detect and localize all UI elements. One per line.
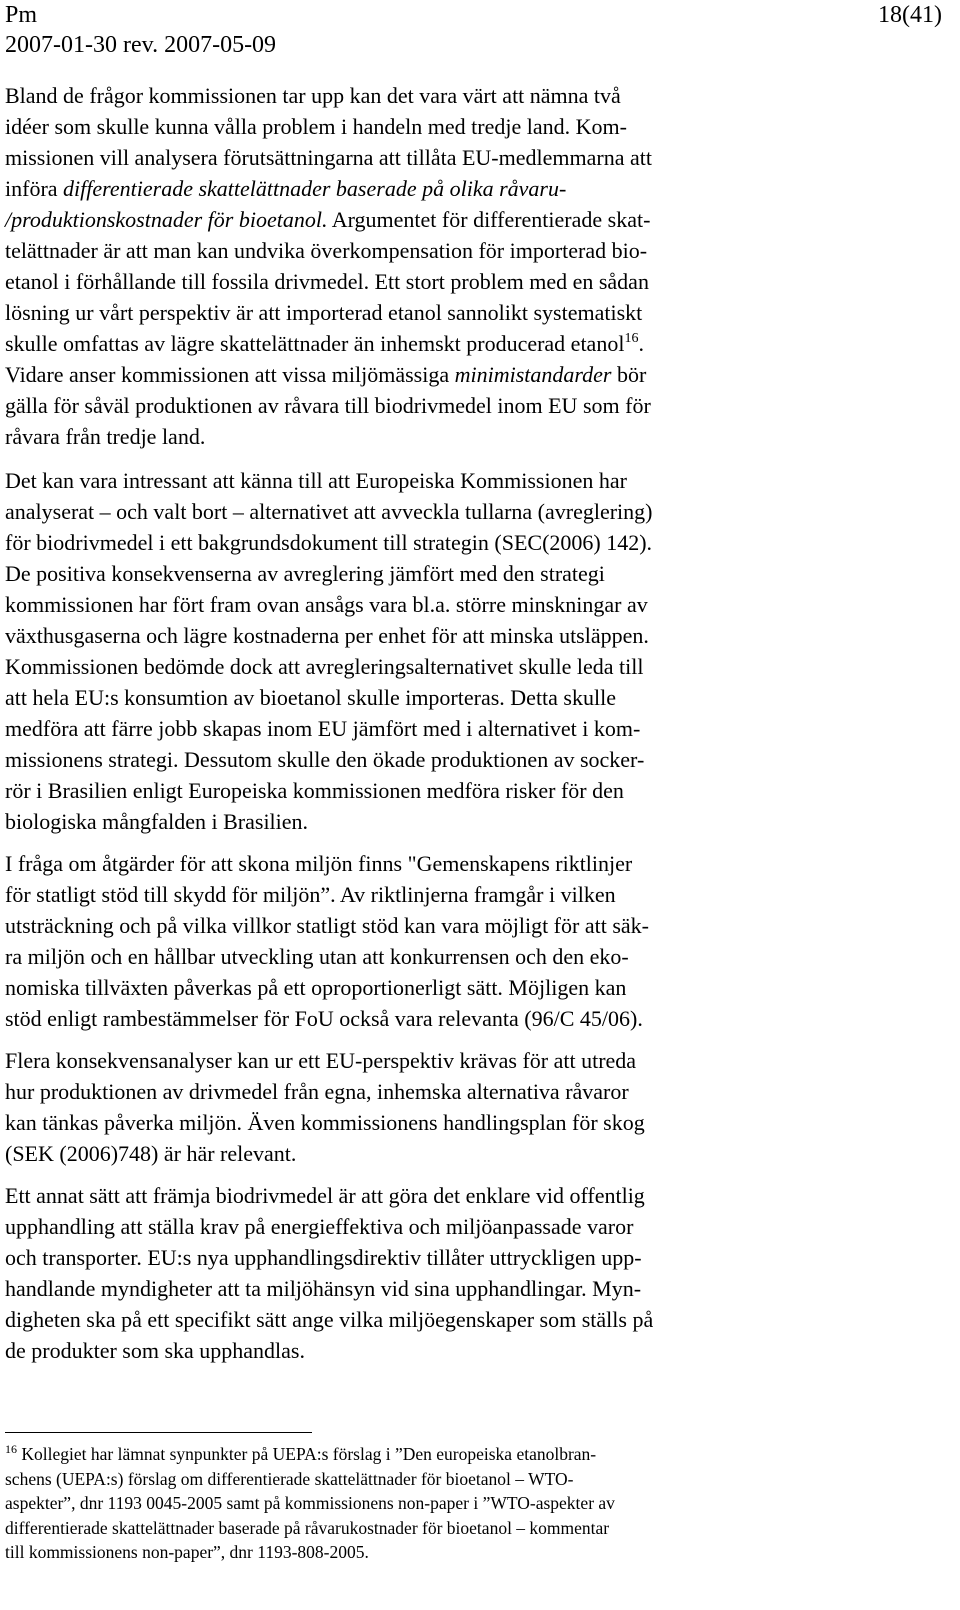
- text-line: för biodrivmedel i ett bakgrundsdokument till strategin (SEC(2006) 142).: [5, 530, 653, 555]
- text-line: växthusgaserna och lägre kostnaderna per enhet för att minska utsläppen.: [5, 623, 649, 648]
- text-line: missionens strategi. Dessutom skulle den ökade produktionen av socker-: [5, 747, 645, 772]
- page-header: [5, 0, 942, 60]
- footnote-separator: [5, 1432, 312, 1433]
- body-text: [5, 80, 935, 1377]
- footnote-marker: 16: [5, 1442, 17, 1456]
- text-line: hur produktionen av drivmedel från egna, inhemska alternativa råvaror: [5, 1079, 629, 1104]
- text-line: (SEK (2006)748) är här relevant.: [5, 1141, 297, 1166]
- text-line: nomiska tillväxten påverkas på ett oproportionerligt sätt. Möjligen kan: [5, 975, 627, 1000]
- text-line: Ett annat sätt att främja biodrivmedel är att göra det enklare vid offentlig: [5, 1183, 645, 1208]
- text-line: telättnader är att man kan undvika överkompensation för importerad bio-: [5, 238, 648, 263]
- text-line: De positiva konsekvenserna av avreglering jämfört med den strategi: [5, 561, 605, 586]
- footnote-line: differentierade skattelättnader baserade på råvarukostnader för bioetanol – kommentar: [5, 1517, 610, 1538]
- text-line: Det kan vara intressant att känna till att Europeiska Kommissionen har: [5, 468, 627, 493]
- footnote-reference[interactable]: 16: [624, 331, 639, 346]
- text-line: de produkter som ska upphandlas.: [5, 1338, 305, 1363]
- text-line: lösning ur vårt perspektiv är att importerad etanol sannolikt systematiskt: [5, 300, 643, 325]
- text-line: Bland de frågor kommissionen tar upp kan det vara värt att nämna två: [5, 83, 621, 108]
- text-line: etanol i förhållande till fossila drivmedel. Ett stort problem med en sådan: [5, 269, 649, 294]
- text-line: I fråga om åtgärder för att skona miljön finns "Gemenskapens riktlinjer: [5, 851, 633, 876]
- text-line: och transporter. EU:s nya upphandlingsdirektiv tillåter uttryckligen upp-: [5, 1245, 642, 1270]
- paragraph-2: [5, 465, 935, 837]
- paragraph-1: [5, 80, 935, 452]
- text-line: handlande myndigheter att ta miljöhänsyn vid sina upphandlingar. Myn-: [5, 1276, 642, 1301]
- text-line: idéer som skulle kunna vålla problem i handeln med tredje land. Kom-: [5, 114, 627, 139]
- text-line: medföra att färre jobb skapas inom EU jämfört med i alternativet i kom-: [5, 716, 641, 741]
- text-run: Kollegiet har lämnat synpunkter på UEPA:s förslag i ”Den europeiska etanolbran-: [17, 1444, 597, 1464]
- text-line: utsträckning och på vilka villkor statligt stöd kan vara möjligt för att säk-: [5, 913, 649, 938]
- text-line: Flera konsekvensanalyser kan ur ett EU-perspektiv krävas för att utreda: [5, 1048, 637, 1073]
- emphasis-text: differentierade skattelättnader baserade på olika råvaru-: [63, 176, 567, 201]
- footnote-line: aspekter”, dnr 1193 0045-2005 samt på kommissionens non-paper i ”WTO-aspekter av: [5, 1493, 615, 1513]
- text-run: .: [638, 331, 644, 356]
- text-line: analyserat – och valt bort – alternativet att avveckla tullarna (avreglering): [5, 499, 653, 524]
- text-line: missionen vill analysera förutsättningarna att tillåta EU-medlemmarna att: [5, 145, 652, 170]
- footnote-line: schens (UEPA:s) förslag om differentierade skattelättnader för bioetanol – WTO-: [5, 1468, 574, 1489]
- header-left: [5, 0, 276, 60]
- paragraph-3: [5, 848, 935, 1034]
- text-line: kommissionen har fört fram ovan ansågs vara bl.a. större minskningar av: [5, 592, 648, 617]
- text-line: [5, 204, 935, 235]
- footnote: [5, 1442, 905, 1565]
- paragraph-4: [5, 1045, 935, 1169]
- text-line: stöd enligt rambestämmelser för FoU också vara relevanta (96/C 45/06).: [5, 1006, 643, 1031]
- footnote-line: [5, 1442, 905, 1467]
- document-type: Pm: [5, 2, 38, 28]
- text-line: gälla för såväl produktionen av råvara till biodrivmedel inom EU som för: [5, 393, 651, 418]
- text-run: skulle omfattas av lägre skattelättnader än inhemskt producerad etanol: [5, 331, 625, 356]
- text-line: att hela EU:s konsumtion av bioetanol skulle importeras. Detta skulle: [5, 685, 616, 710]
- page-number: 18(41): [878, 2, 942, 28]
- emphasis-text: minimistandarder: [454, 362, 612, 387]
- text-line: för statligt stöd till skydd för miljön”. Av riktlinjerna framgår i vilken: [5, 882, 616, 907]
- paragraph-5: [5, 1180, 935, 1366]
- text-line: [5, 359, 935, 390]
- text-line: upphandling att ställa krav på energieffektiva och miljöanpassade varor: [5, 1214, 634, 1239]
- document-date: 2007-01-30 rev. 2007-05-09: [5, 32, 277, 58]
- text-run: införa: [5, 176, 64, 201]
- footnote-line: till kommissionens non-paper”, dnr 1193-808-2005.: [5, 1542, 369, 1562]
- text-run: Vidare anser kommissionen att vissa miljömässiga: [5, 362, 455, 387]
- text-line: [5, 328, 935, 359]
- text-line: ra miljön och en hållbar utveckling utan att konkurrensen och den eko-: [5, 944, 629, 969]
- text-line: kan tänkas påverka miljön. Även kommissionens handlingsplan för skog: [5, 1110, 645, 1135]
- text-run: Argumentet för differentierade skat-: [327, 207, 651, 232]
- text-run: bör: [611, 362, 647, 387]
- emphasis-text: /produktionskostnader för bioetanol.: [5, 207, 328, 232]
- text-line: rör i Brasilien enligt Europeiska kommissionen medföra risker för den: [5, 778, 624, 803]
- text-line: Kommissionen bedömde dock att avregleringsalternativet skulle leda till: [5, 654, 644, 679]
- text-line: biologiska mångfalden i Brasilien.: [5, 809, 309, 834]
- text-line: råvara från tredje land.: [5, 424, 206, 449]
- text-line: digheten ska på ett specifikt sätt ange vilka miljöegenskaper som ställs på: [5, 1307, 654, 1332]
- text-line: [5, 173, 935, 204]
